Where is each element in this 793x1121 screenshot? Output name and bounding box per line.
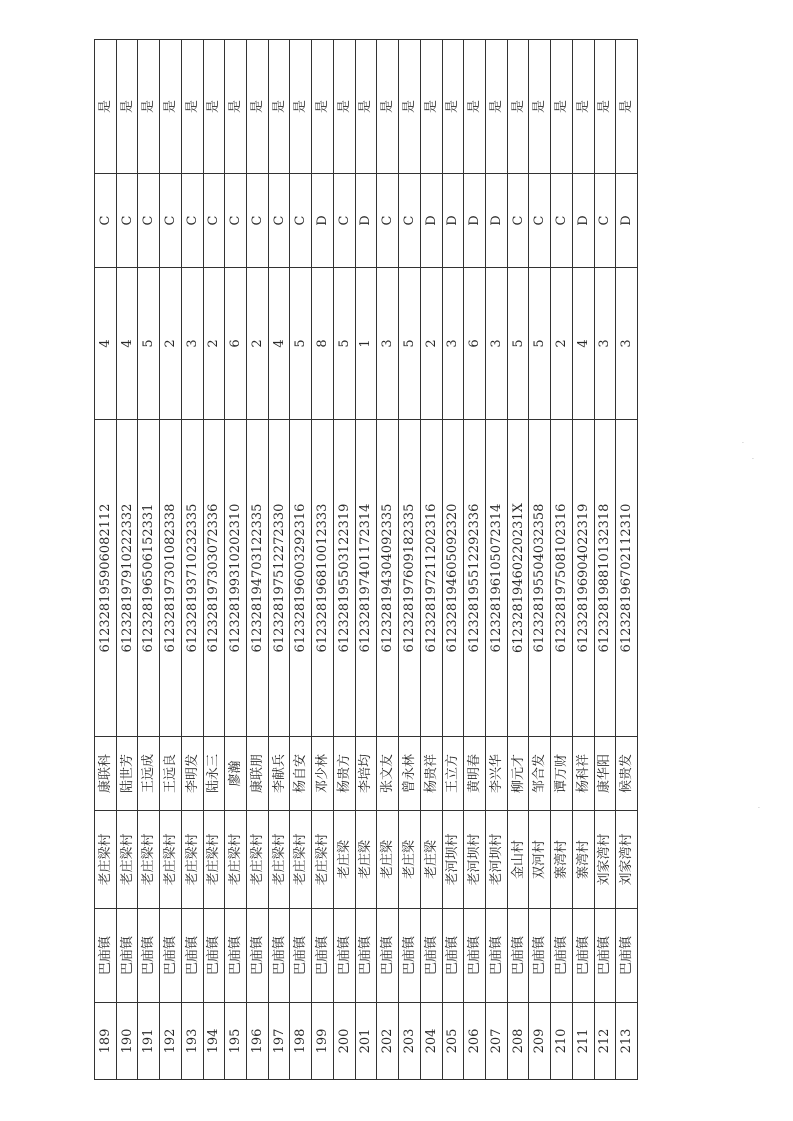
cell-members: 3	[181, 268, 203, 420]
cell-level: C	[529, 174, 551, 268]
cell-no: 189	[95, 1003, 117, 1080]
cell-id: 612328196003292316	[290, 420, 312, 737]
cell-town: 巴庙镇	[442, 909, 464, 1003]
cell-flag: 是	[377, 40, 399, 174]
cell-name: 张文友	[377, 737, 399, 811]
cell-id: 612328195503122319	[333, 420, 355, 737]
cell-id: 612328197512272330	[268, 420, 290, 737]
table-row	[203, 40, 225, 1080]
cell-id: 612328197609182335	[399, 420, 421, 737]
cell-no: 191	[138, 1003, 160, 1080]
cell-no: 197	[268, 1003, 290, 1080]
cell-members: 2	[420, 268, 442, 420]
cell-id: 612328197303072336	[203, 420, 225, 737]
cell-flag: 是	[485, 40, 507, 174]
cell-level: C	[203, 174, 225, 268]
cell-town: 巴庙镇	[138, 909, 160, 1003]
cell-id: 612328198810132318	[594, 420, 616, 737]
cell-flag: 是	[290, 40, 312, 174]
table-row	[485, 40, 507, 1080]
cell-village: 老庄梁	[377, 811, 399, 909]
cell-town: 巴庙镇	[290, 909, 312, 1003]
cell-members: 3	[485, 268, 507, 420]
cell-level: D	[355, 174, 377, 268]
cell-no: 199	[312, 1003, 334, 1080]
cell-name: 王远良	[160, 737, 182, 811]
cell-members: 4	[572, 268, 594, 420]
cell-village: 老庄梁村	[181, 811, 203, 909]
cell-members: 5	[529, 268, 551, 420]
cell-flag: 是	[355, 40, 377, 174]
cell-members: 3	[377, 268, 399, 420]
cell-members: 6	[225, 268, 247, 420]
cell-level: C	[160, 174, 182, 268]
cell-village: 老庄梁村	[312, 811, 334, 909]
cell-town: 巴庙镇	[225, 909, 247, 1003]
cell-town: 巴庙镇	[529, 909, 551, 1003]
cell-town: 巴庙镇	[594, 909, 616, 1003]
cell-flag: 是	[420, 40, 442, 174]
cell-id: 612328196506152331	[138, 420, 160, 737]
cell-village: 老庄梁村	[160, 811, 182, 909]
table-row	[333, 40, 355, 1080]
table-row	[268, 40, 290, 1080]
table-row	[529, 40, 551, 1080]
cell-name: 杨自安	[290, 737, 312, 811]
cell-flag: 是	[95, 40, 117, 174]
table-row	[399, 40, 421, 1080]
cell-level: C	[399, 174, 421, 268]
cell-village: 老庄梁村	[247, 811, 269, 909]
cell-no: 196	[247, 1003, 269, 1080]
cell-name: 李献兵	[268, 737, 290, 811]
cell-name: 邓少林	[312, 737, 334, 811]
cell-id: 612328196702112310	[616, 420, 638, 737]
table-row	[442, 40, 464, 1080]
cell-no: 195	[225, 1003, 247, 1080]
cell-level: C	[95, 174, 117, 268]
table-row	[312, 40, 334, 1080]
table-row	[181, 40, 203, 1080]
cell-members: 5	[138, 268, 160, 420]
cell-members: 3	[442, 268, 464, 420]
cell-village: 双河村	[529, 811, 551, 909]
cell-name: 陆永三	[203, 737, 225, 811]
cell-flag: 是	[507, 40, 529, 174]
cell-town: 巴庙镇	[616, 909, 638, 1003]
cell-village: 寨湾村	[572, 811, 594, 909]
cell-flag: 是	[616, 40, 638, 174]
cell-level: C	[268, 174, 290, 268]
cell-no: 202	[377, 1003, 399, 1080]
cell-name: 李培均	[355, 737, 377, 811]
table-row	[551, 40, 573, 1080]
cell-name: 候贵发	[616, 737, 638, 811]
cell-name: 王立方	[442, 737, 464, 811]
cell-id: 612328193710232335	[181, 420, 203, 737]
cell-members: 1	[355, 268, 377, 420]
cell-level: C	[138, 174, 160, 268]
cell-no: 193	[181, 1003, 203, 1080]
cell-name: 李兴华	[485, 737, 507, 811]
cell-id: 612328197301082338	[160, 420, 182, 737]
table-row	[572, 40, 594, 1080]
cell-flag: 是	[312, 40, 334, 174]
cell-members: 4	[268, 268, 290, 420]
cell-name: 廖瀚	[225, 737, 247, 811]
cell-town: 巴庙镇	[247, 909, 269, 1003]
cell-level: D	[572, 174, 594, 268]
cell-no: 211	[572, 1003, 594, 1080]
cell-level: C	[225, 174, 247, 268]
cell-id: 612328194304092335	[377, 420, 399, 737]
cell-level: C	[333, 174, 355, 268]
table-row	[464, 40, 486, 1080]
cell-members: 5	[333, 268, 355, 420]
cell-members: 2	[160, 268, 182, 420]
cell-no: 208	[507, 1003, 529, 1080]
cell-no: 207	[485, 1003, 507, 1080]
cell-flag: 是	[442, 40, 464, 174]
table-row	[95, 40, 117, 1080]
table-row	[116, 40, 138, 1080]
cell-flag: 是	[181, 40, 203, 174]
cell-id: 612328197211202316	[420, 420, 442, 737]
cell-name: 陆世芳	[116, 737, 138, 811]
cell-level: C	[507, 174, 529, 268]
cell-members: 5	[399, 268, 421, 420]
cell-town: 巴庙镇	[116, 909, 138, 1003]
rotated-table-sheet	[94, 40, 638, 1080]
cell-town: 巴庙镇	[377, 909, 399, 1003]
cell-village: 老庄梁	[355, 811, 377, 909]
cell-no: 194	[203, 1003, 225, 1080]
cell-village: 老河坝村	[485, 811, 507, 909]
cell-level: D	[616, 174, 638, 268]
cell-town: 巴庙镇	[160, 909, 182, 1003]
cell-no: 209	[529, 1003, 551, 1080]
cell-town: 巴庙镇	[485, 909, 507, 1003]
cell-no: 203	[399, 1003, 421, 1080]
cell-level: C	[116, 174, 138, 268]
cell-no: 198	[290, 1003, 312, 1080]
table-row	[507, 40, 529, 1080]
cell-town: 巴庙镇	[420, 909, 442, 1003]
cell-name: 康华阳	[594, 737, 616, 811]
cell-village: 老河坝村	[464, 811, 486, 909]
beneficiary-table	[94, 39, 638, 1080]
table-row	[247, 40, 269, 1080]
cell-id: 612328194703122335	[247, 420, 269, 737]
cell-no: 213	[616, 1003, 638, 1080]
cell-name: 谭万财	[551, 737, 573, 811]
cell-no: 206	[464, 1003, 486, 1080]
cell-level: D	[485, 174, 507, 268]
cell-id: 612328196810012333	[312, 420, 334, 737]
cell-village: 老河坝村	[442, 811, 464, 909]
cell-village: 老庄梁	[420, 811, 442, 909]
cell-flag: 是	[225, 40, 247, 174]
cell-flag: 是	[203, 40, 225, 174]
cell-level: D	[420, 174, 442, 268]
table-row	[420, 40, 442, 1080]
cell-members: 5	[507, 268, 529, 420]
cell-id: 612328195906082112	[95, 420, 117, 737]
table-body	[95, 40, 638, 1080]
cell-no: 204	[420, 1003, 442, 1080]
cell-village: 老庄梁村	[95, 811, 117, 909]
cell-id: 612328195504032358	[529, 420, 551, 737]
cell-flag: 是	[464, 40, 486, 174]
cell-village: 老庄梁村	[116, 811, 138, 909]
table-row	[377, 40, 399, 1080]
cell-members: 2	[203, 268, 225, 420]
scan-speck: ·	[742, 440, 744, 447]
cell-town: 巴庙镇	[464, 909, 486, 1003]
cell-town: 巴庙镇	[572, 909, 594, 1003]
cell-no: 201	[355, 1003, 377, 1080]
cell-name: 康联朋	[247, 737, 269, 811]
table-row	[594, 40, 616, 1080]
cell-id: 612328194605092320	[442, 420, 464, 737]
cell-village: 寨湾村	[551, 811, 573, 909]
cell-level: C	[247, 174, 269, 268]
cell-village: 老庄梁村	[268, 811, 290, 909]
cell-level: C	[181, 174, 203, 268]
cell-members: 4	[95, 268, 117, 420]
cell-level: D	[312, 174, 334, 268]
cell-flag: 是	[160, 40, 182, 174]
cell-village: 老庄梁村	[225, 811, 247, 909]
cell-members: 5	[290, 268, 312, 420]
cell-no: 192	[160, 1003, 182, 1080]
cell-members: 3	[616, 268, 638, 420]
cell-flag: 是	[247, 40, 269, 174]
cell-level: C	[290, 174, 312, 268]
cell-town: 巴庙镇	[181, 909, 203, 1003]
table-row	[616, 40, 638, 1080]
cell-id: 612328196105072314	[485, 420, 507, 737]
cell-town: 巴庙镇	[551, 909, 573, 1003]
cell-flag: 是	[333, 40, 355, 174]
cell-town: 巴庙镇	[203, 909, 225, 1003]
cell-name: 王远成	[138, 737, 160, 811]
cell-town: 巴庙镇	[355, 909, 377, 1003]
cell-name: 李明发	[181, 737, 203, 811]
cell-village: 老庄梁	[333, 811, 355, 909]
cell-name: 杨科祥	[572, 737, 594, 811]
cell-village: 刘家湾村	[594, 811, 616, 909]
table-row	[290, 40, 312, 1080]
scan-speck: ·	[752, 456, 754, 463]
cell-id: 612328199310202310	[225, 420, 247, 737]
cell-id: 612328195512292336	[464, 420, 486, 737]
cell-flag: 是	[268, 40, 290, 174]
cell-level: C	[551, 174, 573, 268]
cell-town: 巴庙镇	[95, 909, 117, 1003]
cell-flag: 是	[399, 40, 421, 174]
cell-members: 8	[312, 268, 334, 420]
cell-town: 巴庙镇	[312, 909, 334, 1003]
cell-flag: 是	[551, 40, 573, 174]
scan-speck: ·	[758, 805, 760, 812]
cell-flag: 是	[572, 40, 594, 174]
cell-flag: 是	[116, 40, 138, 174]
cell-name: 邹合发	[529, 737, 551, 811]
cell-village: 老庄梁村	[203, 811, 225, 909]
cell-members: 6	[464, 268, 486, 420]
cell-id: 612328196904022319	[572, 420, 594, 737]
cell-village: 老庄梁村	[290, 811, 312, 909]
cell-village: 刘家湾村	[616, 811, 638, 909]
cell-town: 巴庙镇	[268, 909, 290, 1003]
cell-town: 巴庙镇	[507, 909, 529, 1003]
cell-flag: 是	[594, 40, 616, 174]
cell-village: 老庄梁村	[138, 811, 160, 909]
cell-level: D	[442, 174, 464, 268]
cell-id: 612328197508102316	[551, 420, 573, 737]
table-row	[225, 40, 247, 1080]
cell-no: 200	[333, 1003, 355, 1080]
cell-village: 金山村	[507, 811, 529, 909]
cell-flag: 是	[138, 40, 160, 174]
cell-name: 康联科	[95, 737, 117, 811]
cell-name: 黄明春	[464, 737, 486, 811]
cell-id: 61232819460220231X	[507, 420, 529, 737]
cell-id: 612328197401172314	[355, 420, 377, 737]
cell-members: 2	[551, 268, 573, 420]
cell-no: 190	[116, 1003, 138, 1080]
cell-members: 4	[116, 268, 138, 420]
cell-members: 2	[247, 268, 269, 420]
cell-name: 曾永林	[399, 737, 421, 811]
cell-level: C	[377, 174, 399, 268]
cell-id: 612328197910222332	[116, 420, 138, 737]
cell-no: 212	[594, 1003, 616, 1080]
cell-no: 210	[551, 1003, 573, 1080]
cell-town: 巴庙镇	[399, 909, 421, 1003]
table-row	[160, 40, 182, 1080]
table-row	[355, 40, 377, 1080]
cell-flag: 是	[529, 40, 551, 174]
cell-level: C	[594, 174, 616, 268]
cell-level: D	[464, 174, 486, 268]
cell-town: 巴庙镇	[333, 909, 355, 1003]
cell-name: 柳元才	[507, 737, 529, 811]
cell-name: 杨贵方	[333, 737, 355, 811]
table-row	[138, 40, 160, 1080]
cell-no: 205	[442, 1003, 464, 1080]
cell-members: 3	[594, 268, 616, 420]
cell-name: 杨贵祥	[420, 737, 442, 811]
cell-village: 老庄梁	[399, 811, 421, 909]
